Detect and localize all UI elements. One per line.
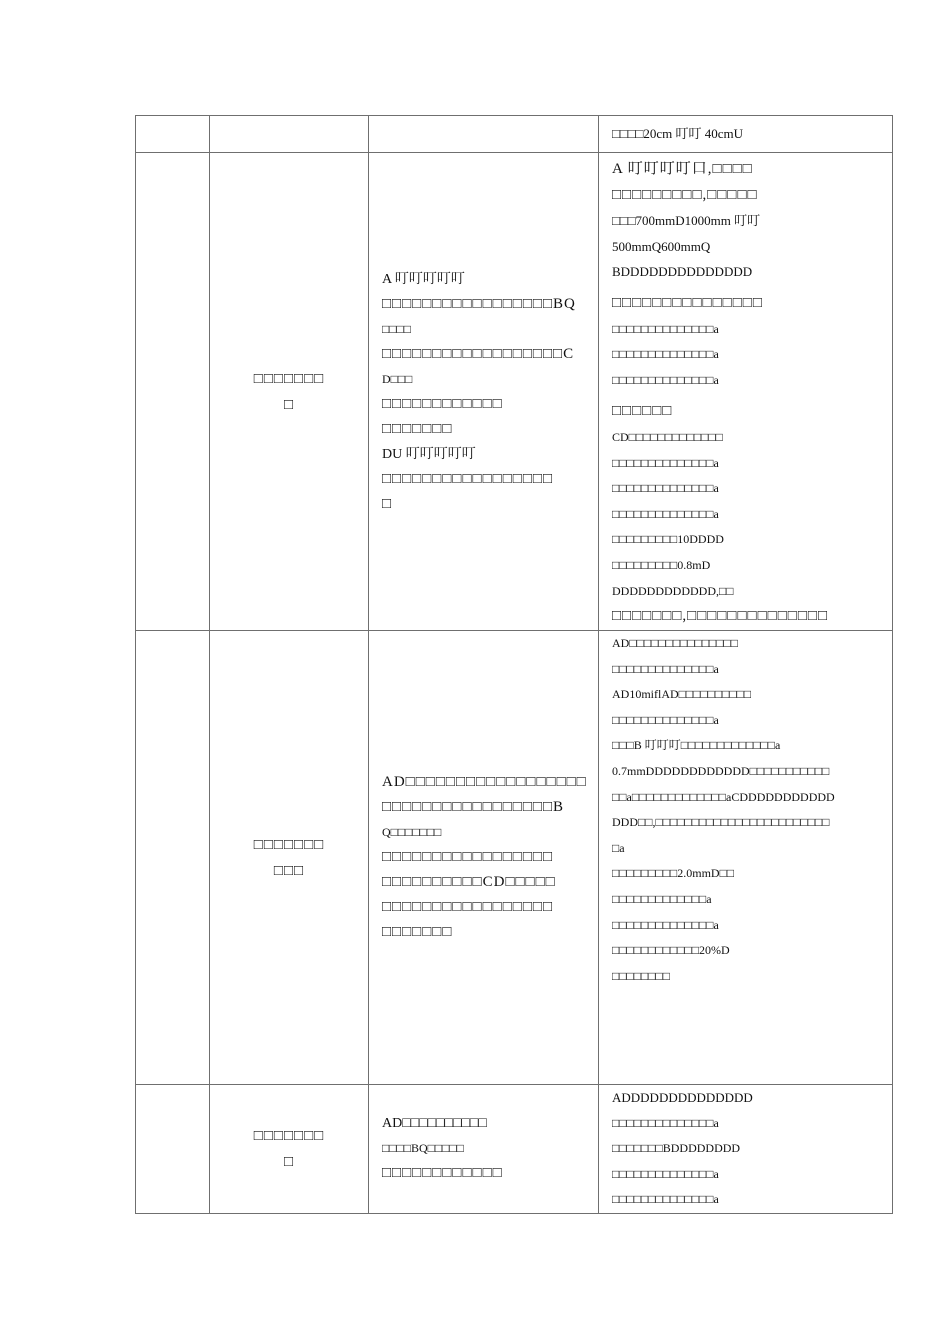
description-line: □□□□□□□□□□□□: [382, 1165, 503, 1182]
table-row-3: [136, 1085, 893, 1214]
table-row-1: [136, 153, 893, 631]
row-0-index-cell: [136, 116, 210, 153]
table-row-2: [136, 631, 893, 1085]
detail-line: □□□□□□□□□2.0mmD□□: [612, 866, 735, 881]
description-line: □□□□□□□□□□□□□□□□□B: [382, 799, 565, 815]
detail-line: □□a□□□□□□□□□□□□□aCDDDDDDDDDDD: [612, 789, 835, 804]
description-line: □□□□□□□□□□CD□□□□□: [382, 874, 556, 890]
detail-line: □□□□□□: [612, 403, 673, 420]
row-2-item-name: □□□□□□□ □□□: [253, 836, 325, 879]
row-3-description-lines: [369, 1111, 598, 1186]
row-1-item-name: □□□□□□□ □: [253, 370, 325, 413]
detail-line: □□□□□□□□□□□□□□a: [612, 506, 719, 521]
row-3-detail-lines: [599, 1085, 892, 1213]
detail-line: □□□□□□□□□10DDDD: [612, 532, 724, 547]
row-0-detail-cell: [599, 116, 893, 153]
detail-line: A 叮叮叮叮口,□□□□: [612, 161, 753, 177]
detail-line: □□□□□□□□□□□□□□a: [612, 321, 719, 336]
detail-line: □□□□□□□□□□□□□□a: [612, 455, 719, 470]
detail-line: □□□□□□□□□□□□□□a: [612, 481, 719, 496]
detail-line: 0.7mmDDDDDDDDDDDD□□□□□□□□□□□: [612, 763, 830, 778]
row-0-name-cell: [210, 116, 369, 153]
row-2-description-lines: [369, 770, 598, 945]
row-2-description-cell: [369, 631, 599, 1085]
description-line: AD□□□□□□□□□□□□□□□□□□: [382, 774, 587, 790]
description-line: A 叮叮叮叮叮: [382, 271, 465, 287]
detail-line: □□□□□□□□□□□□□□a: [612, 712, 719, 727]
description-line: □□□□BQ□□□□□: [382, 1141, 464, 1156]
detail-line: □□□□□□□□□□□□□□a: [612, 1192, 719, 1207]
description-line: □□□□□□□□□□□□□□□□□BQ: [382, 295, 576, 312]
row-3-name-cell: [210, 1085, 369, 1214]
description-line: □□□□□□□: [382, 420, 453, 437]
row-3-item-name: □□□□□□□ □: [253, 1127, 325, 1170]
detail-line: □□□□□□□□: [612, 968, 670, 983]
detail-line: □□□□□□□,□□□□□□□□□□□□□□: [612, 608, 829, 625]
row-0-description-cell: [369, 116, 599, 153]
detail-line: □□□□□□□□□□□□□□a: [612, 1166, 719, 1181]
description-line: □□□□: [382, 321, 411, 336]
row-1-detail-lines: [599, 153, 892, 629]
detail-line: □□□□□□□□□□□□20%D: [612, 943, 730, 958]
detail-line: AD10miflAD□□□□□□□□□□: [612, 687, 752, 702]
row-2-detail-cell: [599, 631, 893, 1085]
detail-line: □□□□□□□□□□□□□a: [612, 891, 712, 906]
detail-line: 500mmQ600mmQ: [612, 238, 711, 254]
description-line: □□□□□□□□□□□□□□□□□: [382, 899, 554, 915]
row-0-detail-lines: [599, 121, 892, 147]
detail-line: □□□700mmD1000mm 叮叮: [612, 213, 761, 229]
description-line: DU 叮叮叮叮叮: [382, 446, 476, 462]
detail-line: □□□□□□□□□0.8mD: [612, 557, 711, 572]
detail-line: □□□□□□□□□□□□□□a: [612, 347, 719, 362]
detail-line: □□□□□□□□□□□□□□a: [612, 661, 719, 676]
row-1-name-cell: [210, 153, 369, 631]
detail-line: CD□□□□□□□□□□□□□: [612, 429, 723, 444]
detail-line: □□□□20cm 叮叮 40cmU: [612, 126, 744, 142]
row-3-index-cell: [136, 1085, 210, 1214]
detail-line: □□□□□□□BDDDDDDDD: [612, 1141, 741, 1156]
specification-table: [135, 115, 893, 1214]
description-line: □□□□□□□□□□□□□□□□□: [382, 849, 554, 865]
detail-line: DDDDDDDDDDDD,□□: [612, 583, 734, 598]
table-row-0: [136, 116, 893, 153]
detail-line: □□□□□□□□□,□□□□□: [612, 186, 758, 203]
description-line: Q□□□□□□□: [382, 825, 442, 839]
detail-line: □a: [612, 840, 625, 855]
row-3-detail-cell: [599, 1085, 893, 1214]
detail-line: DDD□□,□□□□□□□□□□□□□□□□□□□□□□□□: [612, 815, 830, 830]
description-line: □□□□□□□□□□□□: [382, 395, 503, 412]
row-1-detail-cell: [599, 153, 893, 631]
detail-line: □□□B 叮叮叮□□□□□□□□□□□□□a: [612, 738, 781, 753]
detail-line: □□□□□□□□□□□□□□a: [612, 917, 719, 932]
row-1-index-cell: [136, 153, 210, 631]
row-1-description-cell: [369, 153, 599, 631]
row-3-description-cell: [369, 1085, 599, 1214]
detail-line: □□□□□□□□□□□□□□a: [612, 1115, 719, 1130]
row-2-index-cell: [136, 631, 210, 1085]
description-line: □□□□□□□: [382, 924, 453, 940]
detail-line: AD□□□□□□□□□□□□□□□: [612, 636, 739, 650]
detail-line: □□□□□□□□□□□□□□□: [612, 294, 763, 311]
description-line: D□□□: [382, 371, 413, 386]
description-line: □: [382, 495, 393, 512]
description-line: □□□□□□□□□□□□□□□□□: [382, 470, 554, 487]
description-line: □□□□□□□□□□□□□□□□□□C: [382, 345, 575, 362]
description-line: AD□□□□□□□□□□: [382, 1116, 487, 1132]
row-2-name-cell: [210, 631, 369, 1085]
row-1-description-lines: [369, 267, 598, 517]
detail-line: □□□□□□□□□□□□□□a: [612, 372, 719, 387]
detail-line: BDDDDDDDDDDDDDD: [612, 264, 753, 280]
row-2-detail-lines: [599, 631, 892, 989]
detail-line: ADDDDDDDDDDDDDD: [612, 1090, 753, 1105]
